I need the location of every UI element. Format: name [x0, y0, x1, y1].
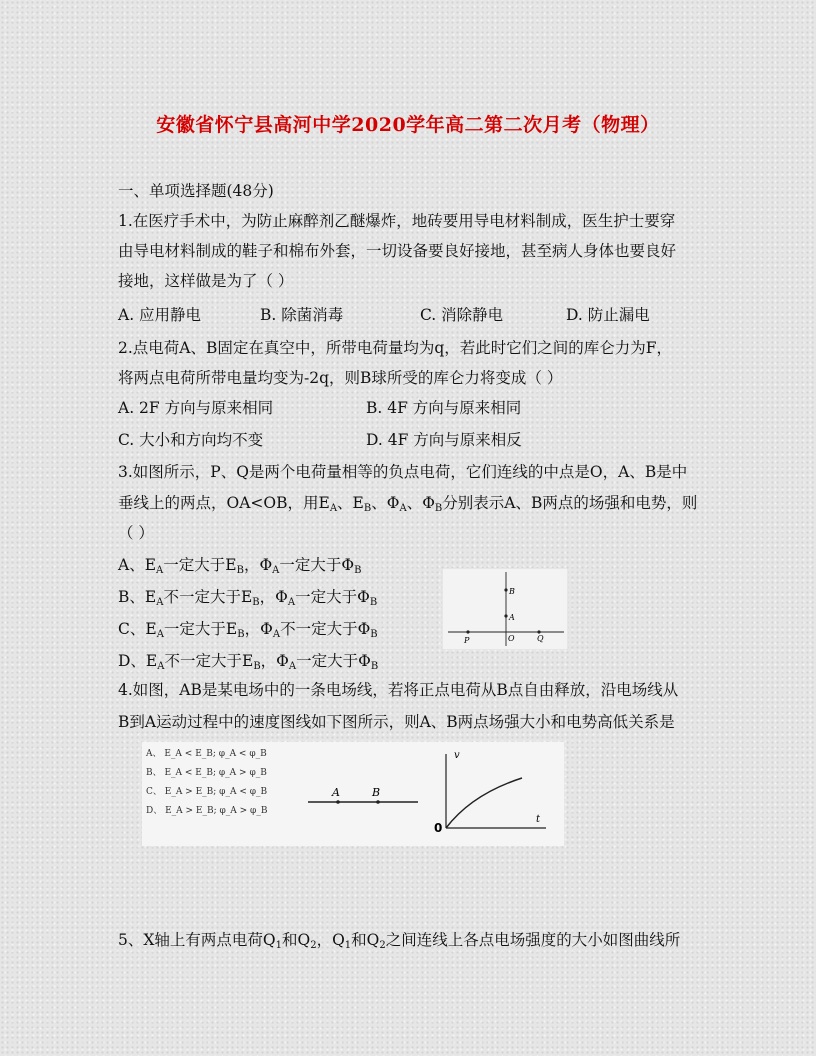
field-label-a: A — [332, 786, 340, 799]
q3-option-d: D、$E_A$不一定大于$E_B$，$\Phi_A$一定大于$\Phi_B$ — [118, 652, 379, 672]
v-axis-label: v — [454, 750, 460, 761]
q4-line-2: B到A运动过程中的速度图线如下图所示，则A、B两点场强大小和电势高低关系是 — [118, 713, 675, 731]
field-label-b: B — [372, 786, 381, 799]
q1-line-1: 1.在医疗手术中，为防止麻醉剂乙醚爆炸，地砖要用导电材料制成，医生护士要穿 — [118, 212, 676, 230]
q1-option-b: B. 除菌消毒 — [260, 306, 344, 324]
t-axis-label: t — [536, 814, 541, 825]
label-q: Q — [537, 634, 544, 643]
q1-option-c: C. 消除静电 — [420, 306, 504, 324]
q3-option-a: A、$E_A$一定大于$E_B$，$\Phi_A$一定大于$\Phi_B$ — [118, 556, 362, 576]
q2-option-b: B. 4F 方向与原来相同 — [366, 399, 522, 417]
label-p: P — [464, 636, 470, 645]
q1-line-2: 由导电材料制成的鞋子和棉布外套，一切设备要良好接地，甚至病人身体也要良好 — [118, 242, 677, 260]
q3-line-2: 垂线上的两点，OA<OB，用$E_A$、$E_B$、$\Phi_A$、$\Phi_B$分别表示A、B两点的场强和电势，则 — [118, 494, 698, 514]
q3-option-b: B、$E_A$不一定大于$E_B$，$\Phi_A$一定大于$\Phi_B$ — [118, 588, 378, 608]
q4-figure — [142, 742, 564, 846]
charge-p — [466, 630, 469, 633]
q3-line-1: 3.如图所示，P、Q是两个电荷量相等的负点电荷，它们连线的中点是O，A、B是中 — [118, 463, 688, 481]
field-point-a — [336, 800, 340, 804]
q4-fig-option-d: D、 E_A > E_B; φ_A > φ_B — [146, 806, 268, 816]
q3-line-3: （ ） — [118, 524, 154, 542]
q1-option-a: A. 应用静电 — [118, 306, 202, 324]
q3-charge-diagram — [442, 568, 568, 650]
point-a — [504, 614, 507, 617]
q4-fig-option-a: A、 E_A < E_B; φ_A < φ_B — [146, 749, 267, 759]
q1-line-3: 接地，这样做是为了（ ） — [118, 272, 294, 290]
q2-line-2: 将两点电荷所带电量均变为-2q，则B球所受的库仑力将变成（ ） — [118, 369, 563, 387]
q2-option-c: C. 大小和方向均不变 — [118, 431, 264, 449]
q4-fig-option-b: B、 E_A < E_B; φ_A > φ_B — [146, 768, 267, 778]
point-b — [504, 588, 507, 591]
field-point-b — [376, 800, 380, 804]
q4-fig-option-c: C、 E_A > E_B; φ_A < φ_B — [146, 787, 268, 797]
page-title: 安徽省怀宁县高河中学2020学年高二第二次月考（物理） — [156, 114, 660, 136]
q5-line-1: 5、X轴上有两点电荷$Q_1$和$Q_2$，$Q_1$和$Q_2$之间连线上各点电场强度的大小如图曲线所 — [118, 931, 681, 951]
q1-option-d: D. 防止漏电 — [566, 306, 650, 324]
section-heading: 一、单项选择题(48分) — [118, 182, 274, 200]
q2-option-d: D. 4F 方向与原来相反 — [366, 431, 522, 449]
q2-option-a: A. 2F 方向与原来相同 — [118, 399, 274, 417]
origin-label: 0 — [434, 821, 443, 835]
label-b: B — [509, 587, 515, 596]
label-o: O — [508, 634, 515, 643]
q4-line-1: 4.如图，AB是某电场中的一条电场线，若将正点电荷从B点自由释放，沿电场线从 — [118, 681, 679, 699]
label-a: A — [509, 613, 515, 622]
q2-line-1: 2.点电荷A、B固定在真空中，所带电荷量均为q，若此时它们之间的库仑力为F， — [118, 339, 673, 357]
q3-option-c: C、$E_A$一定大于$E_B$，$\Phi_A$不一定大于$\Phi_B$ — [118, 620, 378, 640]
